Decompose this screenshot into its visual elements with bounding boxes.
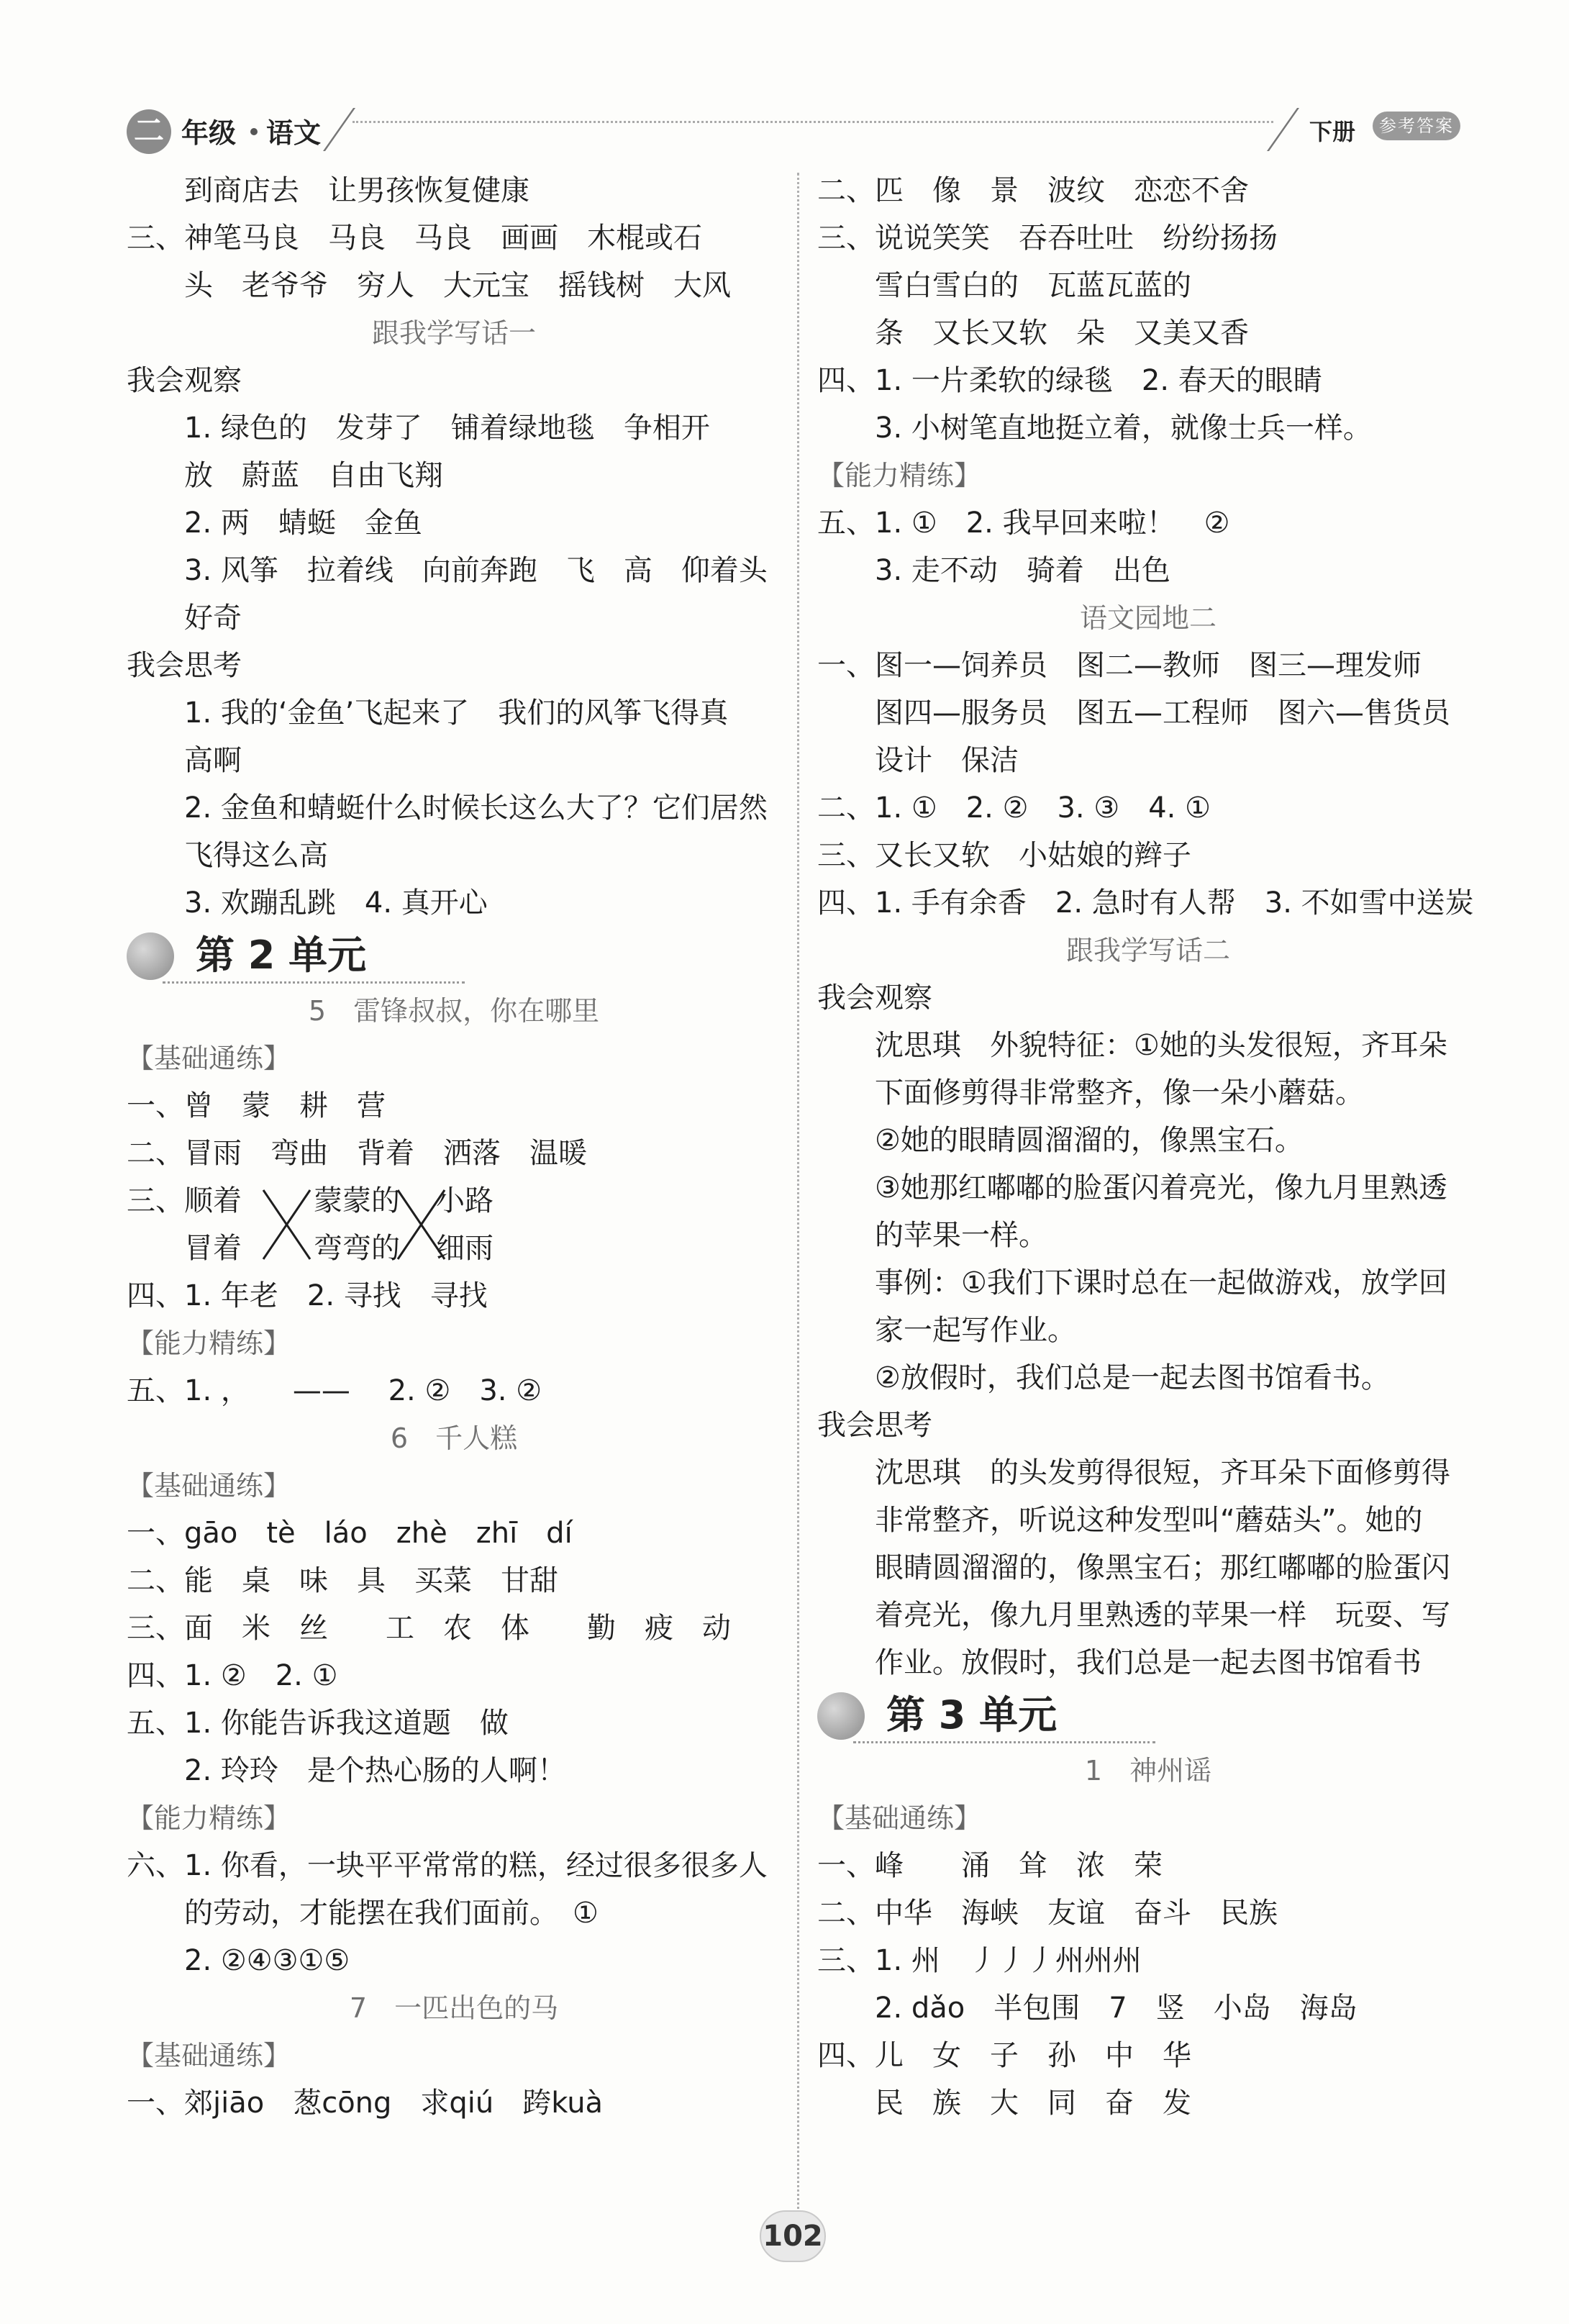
answer-line: 四、1. 年老 2. 寻找 寻找 <box>127 1279 488 1312</box>
answer-line: 着亮光，像九月里熟透的苹果一样 玩耍、写 <box>875 1599 1450 1632</box>
answer-line: 雪白雪白的 瓦蓝瓦蓝的 <box>875 269 1191 302</box>
answer-line: 3. 小树笔直地挺立着，就像士兵一样。 <box>875 412 1372 445</box>
unit-title: 第 3 单元 <box>886 1692 1058 1738</box>
unit-heading <box>817 1687 1479 1747</box>
answer-line: 2. ②④③①⑤ <box>184 1944 350 1977</box>
section-title: 5 雷锋叔叔，你在哪里 <box>308 995 600 1027</box>
header-slash-left <box>323 108 355 151</box>
exercise-label: 【基础通练】 <box>127 1043 291 1074</box>
answer-line: 2. 两 蜻蜓 金鱼 <box>184 507 422 540</box>
unit-heading <box>127 927 781 987</box>
answer-line: 3. 欢蹦乱跳 4. 真开心 <box>184 886 488 920</box>
answer-line: 放 蔚蓝 自由飞翔 <box>184 459 443 492</box>
answer-line: 好奇 <box>184 602 242 635</box>
answer-line: 五、1. ① 2. 我早回来啦！ ② <box>817 507 1230 540</box>
answer-line: 到商店去 让男孩恢复健康 <box>184 174 529 207</box>
answer-line: 家一起写作业。 <box>875 1314 1076 1347</box>
answer-line: 2. 金鱼和蜻蜓什么时候长这么大了？它们居然 <box>184 791 768 825</box>
unit-ball-icon <box>817 1692 865 1740</box>
answer-line: 3. 风筝 拉着线 向前奔跑 飞 高 仰着头 <box>184 554 768 587</box>
answer-line: 我会思考 <box>127 649 242 682</box>
answer-line: 民 族 大 同 奋 发 <box>875 2087 1191 2120</box>
answers-badge: 参考答案 <box>1373 112 1460 140</box>
answer-line: 二、中华 海峡 友谊 奋斗 民族 <box>817 1897 1278 1930</box>
grade-badge: 二 <box>127 109 171 154</box>
answer-line: 设计 保洁 <box>875 744 1019 777</box>
answer-line: 沈思琪 的头发剪得很短，齐耳朵下面修剪得 <box>875 1456 1450 1489</box>
answer-line: 头 老爷爷 穷人 大元宝 摇钱树 大风 <box>184 269 731 302</box>
answer-line: ③她那红嘟嘟的脸蛋闪着亮光，像九月里熟透 <box>875 1171 1447 1204</box>
volume-label: 下册 <box>1309 118 1356 145</box>
exercise-label: 【能力精练】 <box>127 1327 291 1359</box>
answer-line: 2. 玲玲 是个热心肠的人啊！ <box>184 1754 566 1787</box>
answer-line: 五、1. ， —— 2. ② 3. ② <box>127 1374 542 1407</box>
matching-word: 小路 <box>436 1184 494 1217</box>
answer-line: 我会观察 <box>127 364 242 397</box>
matching-word: 细雨 <box>436 1232 494 1265</box>
answer-line: 3. 走不动 骑着 出色 <box>875 554 1170 587</box>
answer-line: 眼睛圆溜溜的，像黑宝石；那红嘟嘟的脸蛋闪 <box>875 1551 1450 1584</box>
answer-line: 的劳动，才能摆在我们面前。 ① <box>184 1897 599 1930</box>
answer-line: 的苹果一样。 <box>875 1219 1047 1252</box>
answer-line: 三、说说笑笑 吞吞吐吐 纷纷扬扬 <box>817 222 1278 255</box>
answer-line: 二、匹 像 景 波纹 恋恋不舍 <box>817 174 1249 207</box>
answer-line: 1. 绿色的 发芽了 铺着绿地毯 争相开 <box>184 412 710 445</box>
page-footer <box>760 2210 826 2262</box>
answer-line: ②放假时，我们总是一起去图书馆看书。 <box>875 1361 1390 1394</box>
section-title: 跟我学写话二 <box>1065 935 1230 966</box>
answer-line: 沈思琪 外貌特征：①她的头发很短，齐耳朵 <box>875 1029 1447 1062</box>
section-title: 6 千人糕 <box>390 1422 518 1454</box>
answer-line: 二、1. ① 2. ② 3. ③ 4. ① <box>817 791 1211 825</box>
column-divider <box>797 173 799 2223</box>
answer-line: 三、神笔马良 马良 马良 画画 木棍或石 <box>127 222 702 255</box>
answer-line: 三、又长又软 小姑娘的辫子 <box>817 839 1191 872</box>
answer-line: ②她的眼睛圆溜溜的，像黑宝石。 <box>875 1124 1304 1157</box>
matching-cross-lines <box>260 1177 314 1272</box>
answer-line: 事例：①我们下课时总在一起做游戏，放学回 <box>875 1266 1447 1299</box>
section-title: 跟我学写话一 <box>371 317 536 349</box>
unit-title: 第 2 单元 <box>196 932 367 978</box>
unit-ball-icon <box>127 932 174 980</box>
matching-cross-lines <box>394 1177 448 1272</box>
answer-line: 四、1. ② 2. ① <box>127 1659 338 1692</box>
right-column <box>817 167 1479 2127</box>
unit-underline <box>853 1741 1155 1743</box>
exercise-label: 【基础通练】 <box>817 1802 982 1834</box>
answer-line: 条 又长又软 朵 又美又香 <box>875 317 1249 350</box>
section-title: 7 一匹出色的马 <box>349 1992 559 2024</box>
left-column <box>127 167 781 2127</box>
answer-line: 四、1. 手有余香 2. 急时有人帮 3. 不如雪中送炭 <box>817 886 1474 920</box>
answer-line: 四、1. 一片柔软的绿毯 2. 春天的眼睛 <box>817 364 1322 397</box>
answer-line: 作业。放假时，我们总是一起去图书馆看书 <box>875 1646 1422 1679</box>
answer-line: 一、峰 涌 耸 浓 荣 <box>817 1849 1163 1882</box>
answer-line: 2. dǎo 半包围 7 竖 小岛 海岛 <box>875 1992 1357 2025</box>
exercise-label: 【能力精练】 <box>127 1802 291 1834</box>
answer-line: 六、1. 你看，一块平平常常的糕，经过很多很多人 <box>127 1849 768 1882</box>
page-header <box>0 0 1569 165</box>
answer-line: 非常整齐，听说这种发型叫“蘑菇头”。她的 <box>875 1504 1423 1537</box>
matching-word: 蒙蒙的 <box>314 1184 400 1217</box>
matching-row <box>127 1225 781 1272</box>
answer-line: 我会思考 <box>817 1409 932 1442</box>
header-rule <box>353 121 1273 123</box>
grade-label: 年级 <box>181 117 237 149</box>
answer-line: 飞得这么高 <box>184 839 328 872</box>
header-slash-right <box>1267 108 1299 151</box>
answer-line: 三、面 米 丝 工 农 体 勤 疲 动 <box>127 1612 731 1645</box>
answer-line: 图四—服务员 图五—工程师 图六—售货员 <box>875 696 1450 730</box>
section-title: 语文园地二 <box>1079 602 1216 634</box>
answer-line: 一、gāo tè láo zhè zhī dí <box>127 1517 573 1550</box>
answer-line: 一、图一—饲养员 图二—教师 图三—理发师 <box>817 649 1422 682</box>
exercise-label: 【基础通练】 <box>127 2040 291 2071</box>
subject-label: 语文 <box>266 117 322 149</box>
exercise-label: 【能力精练】 <box>817 460 982 491</box>
section-title: 1 神州谣 <box>1084 1755 1212 1787</box>
matching-word: 三、顺着 <box>127 1184 242 1217</box>
answer-line: 我会观察 <box>817 981 932 1015</box>
answer-line: 高啊 <box>184 744 242 777</box>
answer-line: 1. 我的‘金鱼’飞起来了 我们的风筝飞得真 <box>184 696 729 730</box>
matching-word: 弯弯的 <box>314 1232 400 1265</box>
separator-dot-icon <box>250 128 258 135</box>
matching-word: 冒着 <box>184 1232 242 1265</box>
matching-row <box>127 1177 781 1225</box>
exercise-label: 【基础通练】 <box>127 1470 291 1502</box>
answer-line: 一、曾 蒙 耕 营 <box>127 1089 386 1122</box>
answer-line: 下面修剪得非常整齐，像一朵小蘑菇。 <box>875 1076 1364 1109</box>
answer-line: 二、能 桌 味 具 买菜 甘甜 <box>127 1564 558 1597</box>
answer-line: 一、郊jiāo 葱cōng 求qiú 跨kuà <box>127 2087 604 2120</box>
answer-line: 五、1. 你能告诉我这道题 做 <box>127 1707 509 1740</box>
answer-line: 三、1. 州 丿丿丿州州州 <box>817 1944 1142 1977</box>
answer-line: 四、儿 女 子 孙 中 华 <box>817 2039 1191 2072</box>
page-number: 102 <box>760 2210 826 2262</box>
unit-underline <box>163 981 465 984</box>
answer-line: 二、冒雨 弯曲 背着 洒落 温暖 <box>127 1137 587 1170</box>
matching-exercise <box>127 1177 781 1272</box>
